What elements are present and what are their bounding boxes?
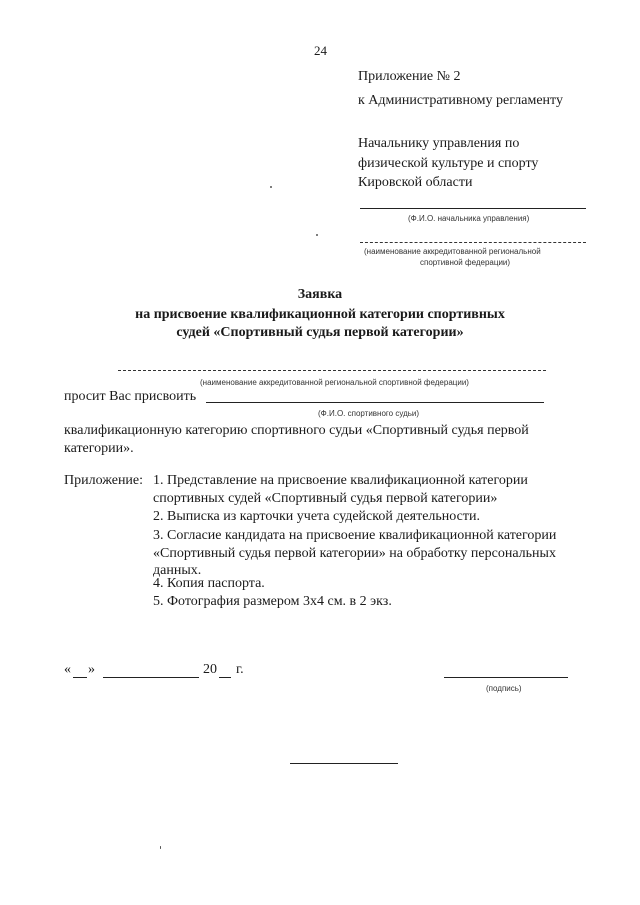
attachment-item-5: 5. Фотография размером 3х4 см. в 2 экз. (153, 594, 392, 609)
date-month-line (103, 677, 199, 678)
scan-speck-3 (160, 846, 161, 849)
attachment-item-3-line-3: данных. (153, 563, 202, 578)
date-day-line (73, 677, 87, 678)
attachment-item-3-line-1: 3. Согласие кандидата на присвоение квалификационной категории (153, 528, 557, 543)
closing-rule (290, 763, 398, 764)
addressee-line-1: Начальнику управления по (358, 136, 520, 151)
federation-caption-line-2: спортивной федерации) (420, 258, 511, 267)
judge-name-line (206, 402, 544, 403)
head-name-line (360, 208, 586, 209)
document-subtitle-line-2: судей «Спортивный судья первой категории» (176, 325, 464, 340)
scan-speck (270, 186, 272, 188)
attachments-label: Приложение: (64, 473, 144, 488)
category-text-line-1: квалификационную категорию спортивного судьи «Спортивный судья первой (64, 423, 529, 438)
requesting-federation-caption: (наименование аккредитованной региональной спортивной федерации) (200, 378, 469, 387)
appendix-reference: к Административному регламенту (358, 93, 563, 108)
date-quote-close: » (88, 662, 95, 677)
addressee-line-2: физической культуре и спорту (358, 156, 539, 171)
document-title: Заявка (297, 287, 343, 302)
head-name-caption: (Ф.И.О. начальника управления) (408, 214, 530, 223)
signature-line (444, 677, 568, 678)
date-year-suffix: г. (236, 662, 244, 677)
attachment-item-3-line-2: «Спортивный судья первой категории» на обработку персональных (153, 546, 556, 561)
appendix-number: Приложение № 2 (358, 69, 461, 84)
requesting-federation-line (118, 370, 546, 371)
category-text-line-2: категории». (64, 441, 134, 456)
federation-caption-line-1: (наименование аккредитованной региональной (364, 247, 541, 256)
signature-caption: (подпись) (486, 684, 522, 693)
attachment-item-4: 4. Копия паспорта. (153, 576, 265, 591)
date-year-line (219, 677, 231, 678)
federation-name-line (360, 242, 586, 243)
scan-speck-2 (316, 234, 318, 236)
attachment-item-2: 2. Выписка из карточки учета судейской деятельности. (153, 509, 480, 524)
judge-name-caption: (Ф.И.О. спортивного судьи) (318, 409, 420, 418)
date-quote-open: « (64, 662, 71, 677)
attachment-item-1-line-1: 1. Представление на присвоение квалификационной категории (153, 473, 528, 488)
page-number: 24 (314, 43, 327, 58)
request-text: просит Вас присвоить (64, 389, 197, 404)
document-subtitle-line-1: на присвоение квалификационной категории спортивных (135, 307, 505, 322)
attachment-item-1-line-2: спортивных судей «Спортивный судья первой категории» (153, 491, 498, 506)
addressee-line-3: Кировской области (358, 175, 473, 190)
date-year-prefix: 20 (203, 662, 217, 677)
